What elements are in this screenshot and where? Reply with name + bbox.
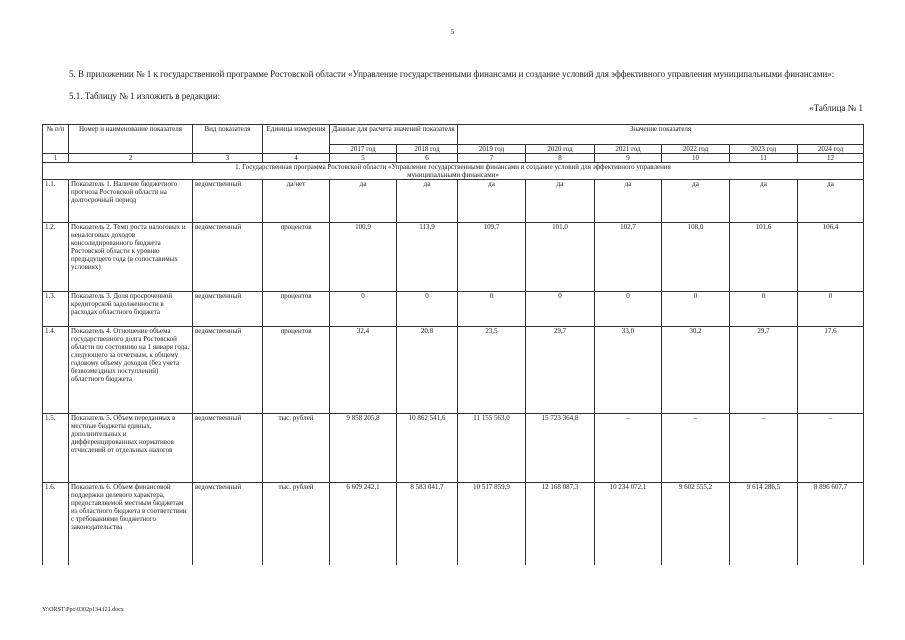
row-num: 1.6. (43, 483, 69, 566)
header-year: 2020 год (526, 145, 595, 154)
header-year: 2024 год (798, 145, 864, 154)
column-number: 12 (798, 154, 864, 163)
row-num: 1.4. (43, 327, 69, 414)
column-number: 5 (330, 154, 397, 163)
row-value: 15 723 364,8 (526, 414, 595, 483)
row-value: да (397, 180, 458, 223)
row-unit: процентов (263, 292, 330, 327)
row-value: – (730, 414, 798, 483)
row-name: Показатель 3. Доля просроченной кредиторской задолженности в расходах областного бюджета (69, 292, 193, 327)
row-value: 113,9 (397, 223, 458, 292)
row-value: 102,7 (595, 223, 662, 292)
page-number: 5 (450, 28, 455, 36)
column-numbers-row (43, 154, 864, 163)
column-number: 11 (730, 154, 798, 163)
header-year: 2018 год (397, 145, 458, 154)
row-name: Показатель 5. Объем переданных в местные бюджеты единых, дополнительных и дифференцированных нормативов отчислений от отдельных налогов (69, 414, 193, 483)
header-num: № п/п (43, 125, 69, 154)
column-number: 9 (595, 154, 662, 163)
header-type: Вид показателя (193, 125, 263, 154)
row-value: 23,5 (458, 327, 526, 414)
row-num: 1.1. (43, 180, 69, 223)
table-row (43, 327, 864, 414)
row-value: 0 (330, 292, 397, 327)
row-value: – (662, 414, 730, 483)
row-type: ведомственный (193, 292, 263, 327)
row-value: 9 602 555,2 (662, 483, 730, 566)
row-value: 11 155 563,0 (458, 414, 526, 483)
row-value: 101,0 (526, 223, 595, 292)
file-path-footer: Y:\ORST\Ppo\0302p134.f21.docx (42, 607, 124, 613)
program-title: 1. Государственная программа Ростовской области «Управление государственными финансами и создание условий для эффективного управления муниципальными финансами» (43, 163, 864, 180)
row-value: 0 (397, 292, 458, 327)
row-value: 0 (730, 292, 798, 327)
row-unit: тыс. рублей (263, 414, 330, 483)
header-calc-group: Данные для расчета значений показателя (330, 125, 458, 145)
column-number: 3 (193, 154, 263, 163)
table-row (43, 483, 864, 566)
row-value: да (526, 180, 595, 223)
row-value: 100,9 (330, 223, 397, 292)
indicators-table (42, 124, 864, 565)
row-type: ведомственный (193, 414, 263, 483)
row-value: да (458, 180, 526, 223)
row-value: 12 168 087,3 (526, 483, 595, 566)
row-value: да (330, 180, 397, 223)
row-value: 17,6 (798, 327, 864, 414)
row-name: Показатель 6. Объем финансовой поддержки целевого характера, предоставляемой местным бюджетам из областного бюджета в соответствии с требованиями бюджетного законодательства (69, 483, 193, 566)
header-year: 2021 год (595, 145, 662, 154)
row-value: 9 614 286,5 (730, 483, 798, 566)
row-value: 0 (798, 292, 864, 327)
intro-paragraph-1: 5. В приложении № 1 к государственной программе Ростовской области «Управление государственными финансами и создание условий для эффективного управления муниципальными финансами»: (69, 69, 835, 79)
row-value: – (595, 414, 662, 483)
row-unit: процентов (263, 223, 330, 292)
row-name: Показатель 1. Наличие бюджетного прогноза Ростовской области на долгосрочный период (69, 180, 193, 223)
table-tag: «Таблица № 1 (809, 103, 863, 113)
row-unit: да/нет (263, 180, 330, 223)
row-value: 29,7 (730, 327, 798, 414)
row-value: 0 (662, 292, 730, 327)
row-value: 6 609 242,1 (330, 483, 397, 566)
row-name: Показатель 4. Отношение объема государственного долга Ростовской области по состоянию на 1 января года, следующего за отчетным, к общему годовому объему доходов (без учета безвозмездных поступлений) областного бюджета (69, 327, 193, 414)
row-value: 108,0 (662, 223, 730, 292)
row-value: 10 517 859,9 (458, 483, 526, 566)
row-value: 0 (458, 292, 526, 327)
header-year: 2017 год (330, 145, 397, 154)
column-number: 6 (397, 154, 458, 163)
row-num: 1.3. (43, 292, 69, 327)
row-name: Показатель 2. Темп роста налоговых и неналоговых доходов консолидированного бюджета Ростовской области к уровню предыдущего года (в сопоставимых условиях) (69, 223, 193, 292)
header-name: Номер и наименование показателя (69, 125, 193, 154)
column-number: 2 (69, 154, 193, 163)
header-year: 2019 год (458, 145, 526, 154)
row-type: ведомственный (193, 223, 263, 292)
row-value: да (730, 180, 798, 223)
row-type: ведомственный (193, 483, 263, 566)
row-value: 0 (526, 292, 595, 327)
row-value: 9 858 205,8 (330, 414, 397, 483)
column-number: 7 (458, 154, 526, 163)
row-value: да (798, 180, 864, 223)
table-row (43, 292, 864, 327)
row-num: 1.2. (43, 223, 69, 292)
row-value: да (662, 180, 730, 223)
table-row (43, 223, 864, 292)
row-unit: процентов (263, 327, 330, 414)
header-row (43, 125, 864, 145)
row-value: 101,6 (730, 223, 798, 292)
row-value: 33,0 (595, 327, 662, 414)
header-year: 2022 год (662, 145, 730, 154)
row-value: 8 583 041,7 (397, 483, 458, 566)
row-value: 0 (595, 292, 662, 327)
row-num: 1.5. (43, 414, 69, 483)
row-value: 20,8 (397, 327, 458, 414)
row-value: да (595, 180, 662, 223)
row-type: ведомственный (193, 327, 263, 414)
header-year: 2023 год (730, 145, 798, 154)
row-type: ведомственный (193, 180, 263, 223)
column-number: 10 (662, 154, 730, 163)
row-value: 32,4 (330, 327, 397, 414)
program-title-row (43, 163, 864, 180)
row-value: 10 234 072,1 (595, 483, 662, 566)
column-number: 8 (526, 154, 595, 163)
row-unit: тыс. рублей (263, 483, 330, 566)
column-number: 1 (43, 154, 69, 163)
row-value: 10 862 541,6 (397, 414, 458, 483)
row-value: 8 896 607,7 (798, 483, 864, 566)
column-number: 4 (263, 154, 330, 163)
header-unit: Единица измерения (263, 125, 330, 154)
row-value: 109,7 (458, 223, 526, 292)
row-value: 29,7 (526, 327, 595, 414)
intro-paragraph-2: 5.1. Таблицу № 1 изложить в редакции: (69, 91, 221, 101)
table-row (43, 180, 864, 223)
header-value-group: Значение показателя (458, 125, 864, 145)
row-value: – (798, 414, 864, 483)
table-row (43, 414, 864, 483)
row-value: 30,2 (662, 327, 730, 414)
row-value: 106,4 (798, 223, 864, 292)
